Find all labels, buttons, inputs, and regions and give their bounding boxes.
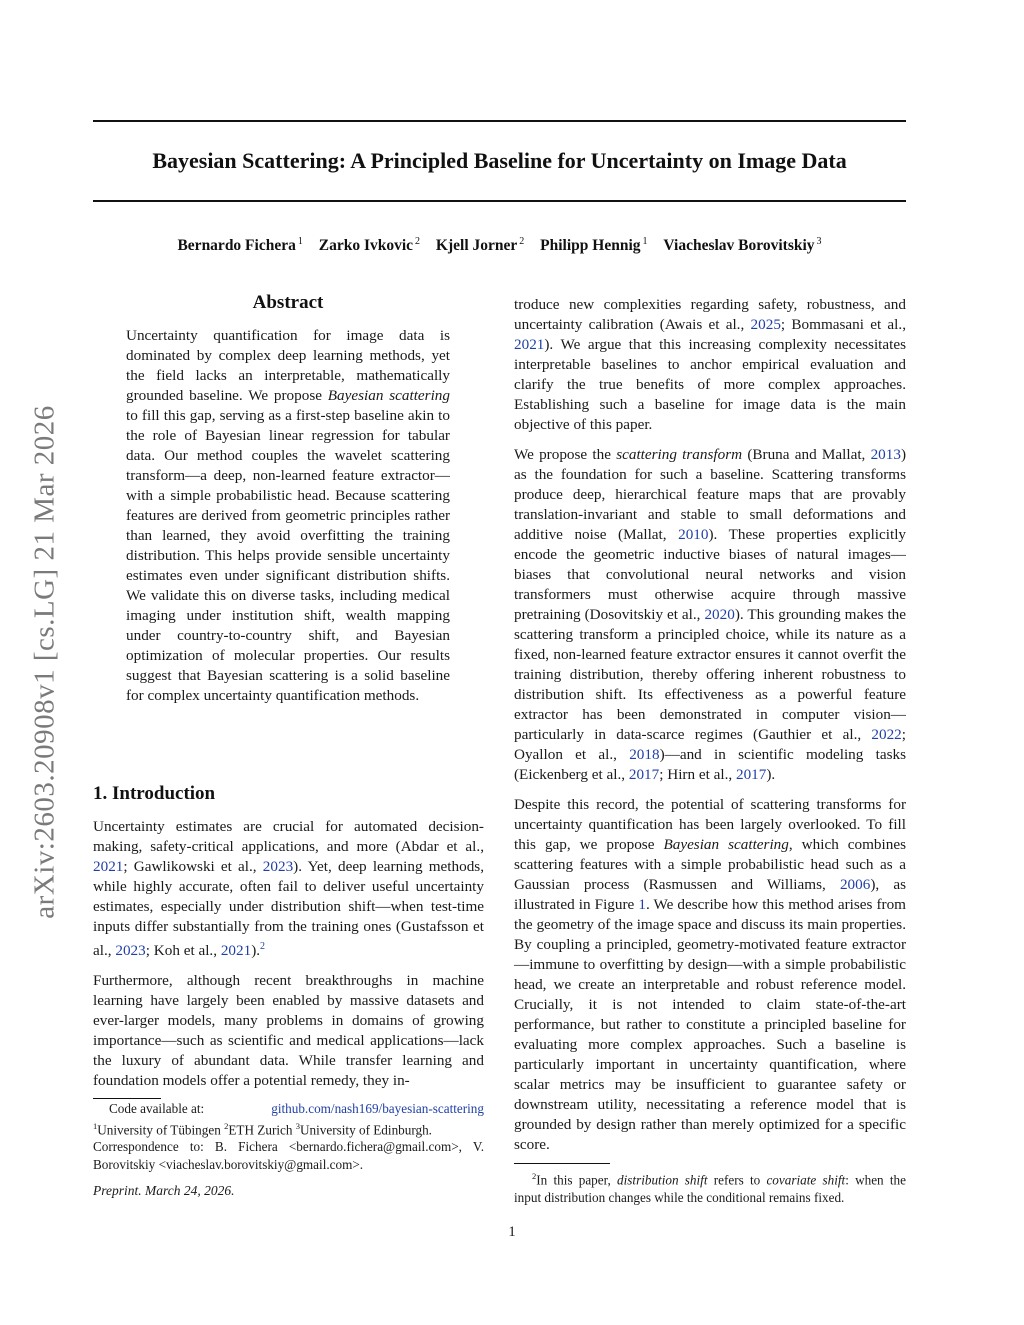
citation-link[interactable]: 2021 xyxy=(220,942,252,960)
intro-paragraph-1: Uncertainty estimates are crucial for automated decision-making, safety-critical applications, and more (Abdar et al., 2021; Gawlikowski et al., 2023). Yet, deep learning methods, while highly accurate, often fail to deliver useful uncertainty estimates, especially under distribution shift—when test-time inputs differ substantially from the training ones (Gustafsson et al., 2023; Koh et al., 2021).$^2$ xyxy=(93,818,485,960)
footnote-divider-right xyxy=(514,1163,610,1164)
citation-link[interactable]: 2017 xyxy=(628,766,660,783)
citation-link[interactable]: 2023 xyxy=(262,858,294,875)
right-column xyxy=(514,295,906,1165)
page-number: 1 xyxy=(508,1224,516,1240)
citation-link[interactable]: 2021 xyxy=(93,858,124,875)
abstract-text: Uncertainty quantification for image data is dominated by complex deep learning methods, yet the field lacks an interpretable, mathematically grounded baseline. We propose Bayesian scattering to fill this gap, serving as a first-step baseline akin to the role of Bayesian linear regression for tabular data. Our method couples the wavelet scattering transform—a deep, non-learned feature extractor—with a simple probabilistic head. Because scattering features are derived from geometric principles rather than learned, they avoid overfitting the training distribution. This helps provide sensible uncertainty estimates even under significant distribution shifts. We validate this on diverse tasks, including medical imaging under institution shift, wealth mapping under country-to-country shift, and Bayesian optimization of molecular properties. Our results suggest that Bayesian scattering is a solid baseline for complex uncertainty quantification methods. xyxy=(126,327,450,704)
code-availability-line: Code available at: github.com/nash169/bayesian-scattering xyxy=(109,1101,484,1116)
preprint-date: Preprint. March 24, 2026. xyxy=(93,1183,235,1198)
left-column xyxy=(93,817,484,1101)
citation-link[interactable]: 2013 xyxy=(870,446,901,463)
affiliations-line: $^1$University of Tübingen $^2$ETH Zurich $^3$University of Edinburgh. xyxy=(93,1120,432,1137)
citation-link[interactable]: 2023 xyxy=(115,942,146,960)
citation-link[interactable]: 2017 xyxy=(735,766,767,783)
footnote-2: $^2$In this paper, distribution shift refers to covariate shift: when the input distribution changes while the conditional remains fixed. xyxy=(514,1171,906,1205)
citation-link[interactable]: 2021 xyxy=(514,336,545,353)
title-rule-top xyxy=(93,120,906,122)
citation-link[interactable]: 2006 xyxy=(839,876,871,893)
author-jorner: Kjell Jorner $^2$ xyxy=(435,236,525,255)
arxiv-identifier-stamp: arXiv:2603.20908v1 [cs.LG] 21 Mar 2026 xyxy=(28,405,61,919)
citation-link[interactable]: 2020 xyxy=(704,606,735,623)
citation-link[interactable]: 2010 xyxy=(678,526,709,543)
code-repo-link[interactable]: github.com/nash169/bayesian-scattering xyxy=(271,1101,484,1116)
citation-link[interactable]: 2025 xyxy=(750,316,781,333)
intro-paragraph-5: Despite this record, the potential of scattering transforms for uncertainty quantification has been largely overlooked. To fill this gap, we propose Bayesian scattering, which combines scattering features with a simple probabilistic head such as a Gaussian process (Rasmussen and Williams, 2006), as illustrated in Figure 1. We describe how this method arises from the geometry of the image space and discuss its main properties. By coupling a principled, geometry-motivated feature extractor—immune to overfitting by design—with a simple probabilistic head, we create an interpretable and robust reference model. Crucially, it is not intended to claim state-of-the-art performance, but rather to constitute a principled baseline for evaluating more complex approaches. Such a baseline is particularly important in uncertainty quantification, where scalar metrics may be insufficient to guarantee safety or downstream utility, necessitating a reference model that is grounded by design rather than merely optimized for a specific score. xyxy=(514,796,906,1153)
footnote-marker[interactable]: 2 xyxy=(260,941,266,952)
author-borovitskiy: Viacheslav Borovitskiy $^3$ xyxy=(663,236,822,255)
abstract-heading: Abstract xyxy=(252,292,324,313)
footnote-divider-left xyxy=(93,1098,161,1099)
author-list xyxy=(93,236,906,255)
author-hennig: Philipp Hennig $^1$ xyxy=(540,236,648,255)
intro-paragraph-2: Furthermore, although recent breakthroughs in machine learning have largely been enabled by massive datasets and ever-larger models, many problems in domains of growing importance—such as scientific and medical applications—lack the luxury of abundant data. While transfer learning and foundation models offer a potential remedy, they in- xyxy=(93,972,484,1090)
author-ivkovic: Zarko Ivkovic $^2$ xyxy=(318,236,421,255)
figure-ref-link[interactable]: 1 xyxy=(638,896,646,913)
footnotes-left xyxy=(93,1100,484,1173)
paper-title: Bayesian Scattering: A Principled Baseline for Uncertainty on Image Data xyxy=(152,148,847,173)
citation-link[interactable]: 2022 xyxy=(871,726,902,743)
citation-link[interactable]: 2018 xyxy=(629,746,660,763)
intro-paragraph-3: troduce new complexities regarding safety, robustness, and uncertainty calibration (Awais et al., 2025; Bommasani et al., 2021). We argue that this increasing complexity necessitates interpretable baselines to anchor empirical evaluation and clarify the true benefits of more complex approaches. Establishing such a baseline for image data is the main objective of this paper. xyxy=(514,296,906,433)
intro-paragraph-4: We propose the scattering transform (Bruna and Mallat, 2013) as the foundation for such a baseline. Scattering transforms produce deep, hierarchical feature maps that are provably translation-invariant and stable to small deformations and additive noise (Mallat, 2010). These properties explicitly encode the geometric inductive biases of natural images—biases that convolutional neural networks and vision transformers must otherwise acquire through massive pretraining (Dosovitskiy et al., 2020). This grounding makes the scattering transform a principled choice, while its nature as a fixed, non-learned feature extractor ensures it cannot overfit the training distribution, thereby offering inherent robustness to distribution shift. Its effectiveness as a powerful feature extractor has been demonstrated in computer vision—particularly in data-scarce regimes (Gauthier et al., 2022; Oyallon et al., 2018)—and in scientific modeling tasks (Eickenberg et al., 2017; Hirn et al., 2017). xyxy=(514,446,907,783)
correspondence-line: Correspondence to: B. Fichera <bernardo.fichera@gmail.com>, V. Borovitskiy <viacheslav.borovitskiy@gmail.com>. xyxy=(93,1139,484,1172)
title-rule-bottom xyxy=(93,200,906,202)
author-fichera: Bernardo Fichera $^1$ xyxy=(177,236,303,255)
section-heading-introduction: 1. Introduction xyxy=(93,783,216,804)
